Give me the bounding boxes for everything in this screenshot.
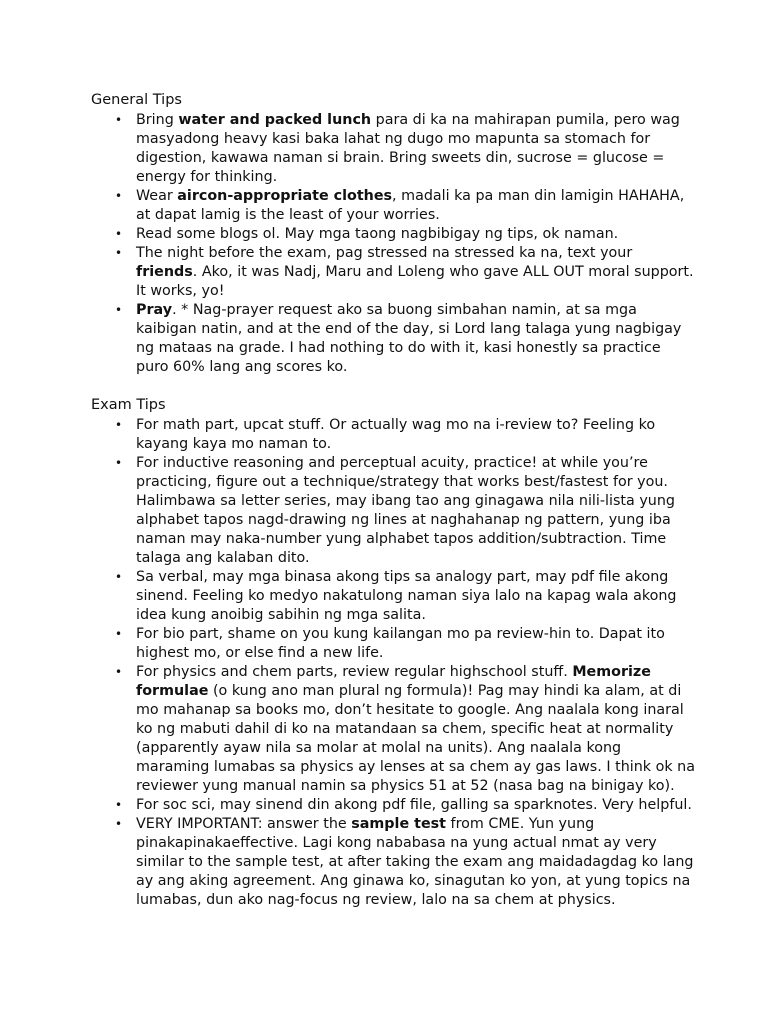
tip-item <box>0 796 692 815</box>
bullet-icon: • <box>115 418 123 432</box>
tip-line <box>136 149 681 168</box>
tip-line <box>136 891 681 910</box>
tip-line <box>136 625 681 644</box>
tip-text: ng mataas na grade. I had nothing to do with it, kasi honestly sa practice <box>136 340 661 356</box>
tip-line <box>136 549 681 568</box>
emphasis-text: sample test <box>351 816 446 832</box>
tip-line <box>136 511 681 530</box>
tip-item <box>0 301 681 377</box>
tip-line <box>136 682 681 701</box>
tip-text: kayang kaya mo naman to. <box>136 436 332 452</box>
tip-text: reviewer yung manual namin sa physics 51 at 52 (nasa bag na binigay ko). <box>136 778 675 794</box>
tip-item <box>0 416 681 454</box>
tip-line <box>136 492 681 511</box>
bullet-icon: • <box>115 817 123 831</box>
tip-text: ay ang aking agreement. Ang ginawa ko, sinagutan ko yon, at yung topics na <box>136 873 691 889</box>
tip-item <box>0 225 681 244</box>
tip-item <box>0 568 681 625</box>
tip-line <box>136 701 684 720</box>
tip-line <box>136 435 681 454</box>
tip-text: kaibigan natin, and at the end of the day, si Lord lang talaga yung nagbigay <box>136 321 682 337</box>
tip-line <box>136 663 681 682</box>
tip-line <box>136 473 681 492</box>
bullet-icon: • <box>115 570 123 584</box>
tip-text: masyadong heavy kasi baka lahat ng dugo mo mapunta sa stomach for <box>136 131 651 147</box>
tip-text: (apparently ayaw nila sa molar at molal na units). Ang naalala kong <box>136 740 622 756</box>
tip-line <box>136 225 681 244</box>
tip-text: ko ng mabuti dahil di ko na matandaan sa chem, specific heat at normality <box>136 721 674 737</box>
tip-text: The night before the exam, pag stressed na stressed ka na, text your <box>136 245 633 261</box>
tip-text: at dapat lamig is the least of your worries. <box>136 207 440 223</box>
bullet-icon: • <box>115 456 123 470</box>
tip-line <box>136 320 681 339</box>
emphasis-text: friends <box>136 264 193 280</box>
tip-text: . Ako, it was Nadj, Maru and Loleng who gave ALL OUT moral support. <box>192 264 694 280</box>
bullet-icon: • <box>115 246 123 260</box>
tip-text: It works, yo! <box>136 283 225 299</box>
tip-line <box>136 339 681 358</box>
tip-line <box>136 111 681 130</box>
tip-line <box>136 853 694 872</box>
emphasis-text: formulae <box>136 683 209 699</box>
tip-text: similar to the sample test, at after taking the exam ang maidadagdag ko lang <box>136 854 694 870</box>
tip-line <box>136 834 681 853</box>
tip-text: For inductive reasoning and perceptual acuity, practice! at while you’re <box>136 455 648 471</box>
tip-text: (o kung ano man plural ng formula)! Pag may hindi ka alam, at di <box>208 683 682 699</box>
tip-item <box>0 111 681 187</box>
tip-text: , madali ka pa man din lamigin HAHAHA, <box>392 188 685 204</box>
emphasis-text: Pray <box>136 302 173 318</box>
tips-list <box>0 416 768 910</box>
bullet-icon: • <box>115 798 123 812</box>
tip-text: highest mo, or else find a new life. <box>136 645 384 661</box>
tip-text: For math part, upcat stuff. Or actually wag mo na i-review to? Feeling ko <box>136 417 656 433</box>
tip-line <box>136 263 694 282</box>
tip-line <box>136 568 681 587</box>
tip-text: For physics and chem parts, review regular highschool stuff. <box>136 664 573 680</box>
tip-line <box>136 244 681 263</box>
tip-line <box>136 358 681 377</box>
tip-line <box>136 739 681 758</box>
tip-line <box>136 301 681 320</box>
tip-line <box>136 644 681 663</box>
emphasis-text: water and packed lunch <box>178 112 372 128</box>
tip-item <box>0 244 694 301</box>
tip-item <box>0 625 681 663</box>
tip-text: mo mahanap sa books mo, don’t hesitate to google. Ang naalala kong inaral <box>136 702 684 718</box>
tip-line <box>136 872 691 891</box>
bullet-icon: • <box>115 227 123 241</box>
tip-line <box>136 454 681 473</box>
tip-line <box>136 815 681 834</box>
emphasis-text: Memorize <box>572 664 651 680</box>
bullet-icon: • <box>115 303 123 317</box>
emphasis-text: aircon-appropriate clothes <box>177 188 393 204</box>
tip-text: naman may naka-number yung alphabet tapos addition/subtraction. Time <box>136 531 667 547</box>
tip-text: from CME. Yun yung <box>446 816 595 832</box>
tip-line <box>136 130 681 149</box>
tip-text: maraming lumabas sa physics ay lenses at sa chem ay gas laws. I think ok na <box>136 759 696 775</box>
tip-text: lumabas, dun ako nag-focus ng review, lalo na sa chem at physics. <box>136 892 616 908</box>
tip-line <box>136 720 681 739</box>
tip-line <box>136 606 681 625</box>
tip-line <box>136 187 685 206</box>
tip-item <box>0 187 685 225</box>
tip-line <box>136 587 681 606</box>
tip-line <box>136 168 681 187</box>
tip-text: alphabet tapos nagd-drawing ng lines at naghahanap ng pattern, yung iba <box>136 512 671 528</box>
tip-text: para di ka na mahirapan pumila, pero wag <box>371 112 680 128</box>
tip-text: idea kung anoibig sabihin ng mga salita. <box>136 607 426 623</box>
tip-item <box>0 454 681 568</box>
tip-text: Halimbawa sa letter series, may ibang tao ang ginagawa nila nili-lista yung <box>136 493 675 509</box>
section-heading: Exam Tips <box>91 397 166 413</box>
tip-text: practicing, figure out a technique/strategy that works best/fastest for you. <box>136 474 668 490</box>
bullet-icon: • <box>115 113 123 127</box>
tip-text: digestion, kawawa naman si brain. Bring sweets din, sucrose = glucose = <box>136 150 665 166</box>
tip-text: sinend. Feeling ko medyo nakatulong naman siya lalo na kapag wala akong <box>136 588 677 604</box>
tip-item <box>0 815 694 910</box>
bullet-icon: • <box>115 189 123 203</box>
tip-text: For soc sci, may sinend din akong pdf file, galling sa sparknotes. Very helpful. <box>136 797 692 813</box>
tip-line <box>136 796 692 815</box>
tip-text: talaga ang kalaban dito. <box>136 550 310 566</box>
tip-text: . * Nag-prayer request ako sa buong simbahan namin, at sa mga <box>172 302 637 318</box>
tip-text: Sa verbal, may mga binasa akong tips sa analogy part, may pdf file akong <box>136 569 669 585</box>
tip-text: VERY IMPORTANT: answer the <box>136 816 352 832</box>
tip-line <box>136 530 681 549</box>
tip-text: For bio part, shame on you kung kailangan mo pa review-hin to. Dapat ito <box>136 626 665 642</box>
tip-line <box>136 758 696 777</box>
tip-item <box>0 663 696 796</box>
tip-text: puro 60% lang ang scores ko. <box>136 359 348 375</box>
tip-line <box>136 282 681 301</box>
tip-text: pinakapinakaeffective. Lagi kong nababasa na yung actual nmat ay very <box>136 835 657 851</box>
tip-text: Wear <box>136 188 178 204</box>
tip-line <box>136 206 681 225</box>
tip-line <box>136 777 681 796</box>
section-heading: General Tips <box>91 92 182 108</box>
tips-list <box>0 111 768 377</box>
tip-text: Read some blogs ol. May mga taong nagbibigay ng tips, ok naman. <box>136 226 619 242</box>
tip-line <box>136 416 681 435</box>
bullet-icon: • <box>115 627 123 641</box>
bullet-icon: • <box>115 665 123 679</box>
tip-text: energy for thinking. <box>136 169 278 185</box>
tip-text: Bring <box>136 112 179 128</box>
